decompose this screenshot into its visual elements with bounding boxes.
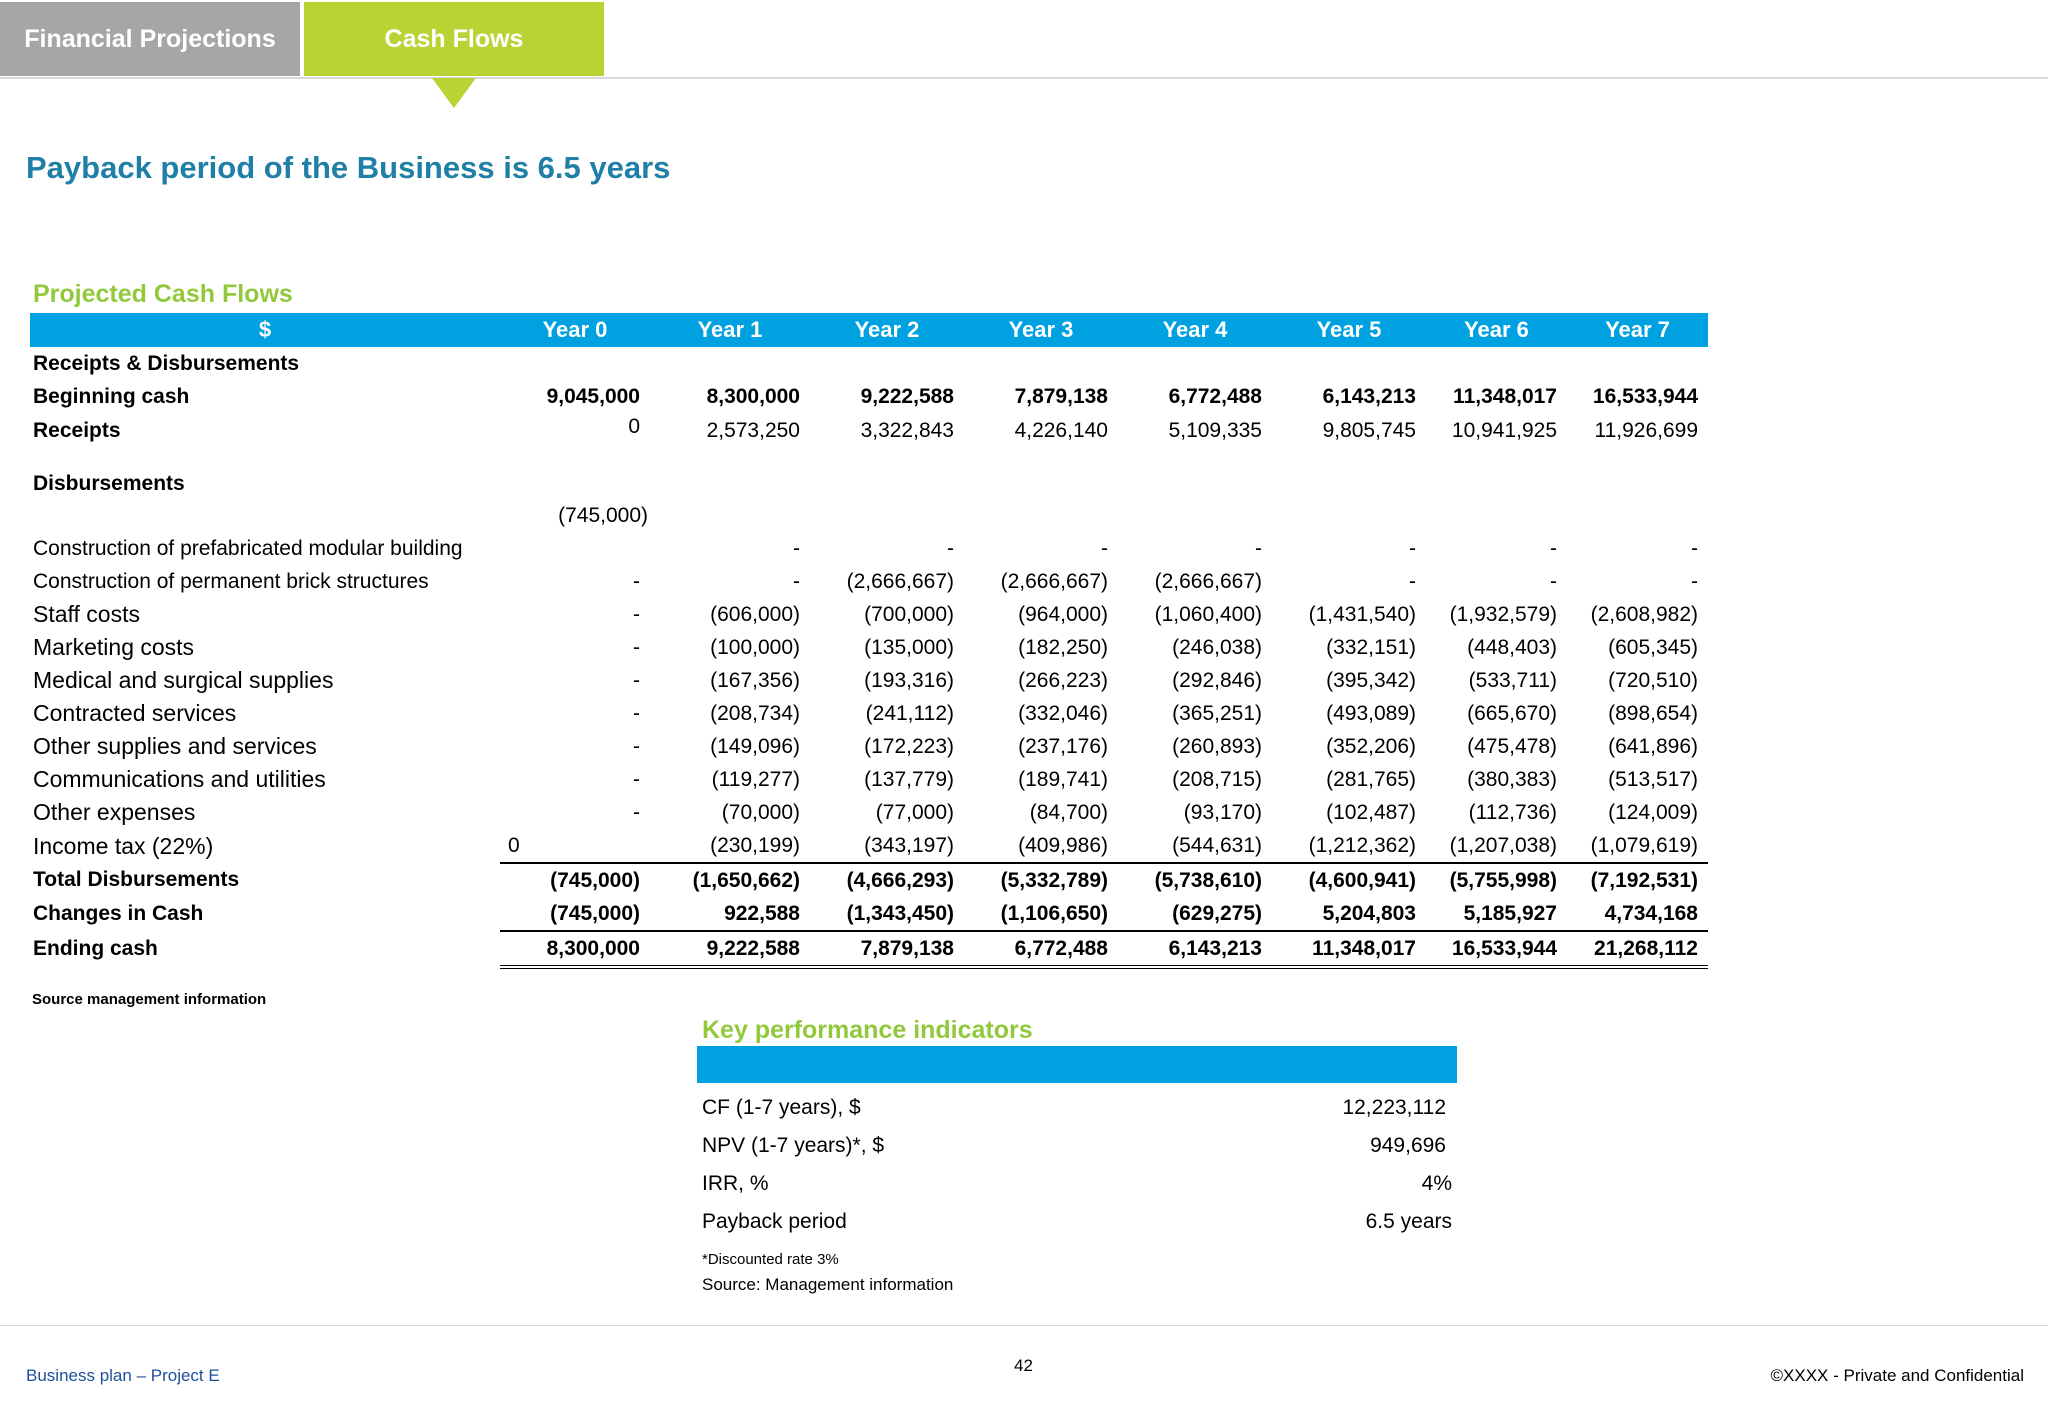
kpi-section-title: Key performance indicators	[702, 1016, 1033, 1044]
kpi-value: 4%	[1421, 1172, 1452, 1195]
table-cell: (5,755,998)	[1426, 863, 1567, 897]
kpi-value: 12,223,112	[1342, 1096, 1446, 1119]
table-cell: (237,176)	[1018, 734, 1108, 758]
table-cell: 5,185,927	[1463, 901, 1557, 925]
table-cell: -	[947, 536, 954, 560]
tab-cash-flows[interactable]: Cash Flows	[304, 2, 604, 76]
table-cell: -	[793, 536, 800, 560]
table-cell: (135,000)	[864, 635, 954, 659]
table-cell: (1,212,362)	[1308, 833, 1416, 857]
table-row	[30, 931, 1708, 967]
cash-flow-section-title: Projected Cash Flows	[33, 280, 293, 308]
table-cell: (230,199)	[710, 833, 800, 857]
table-row	[30, 532, 1708, 565]
header-currency: $	[30, 313, 500, 347]
kpi-footnote: *Discounted rate 3%	[702, 1251, 839, 1268]
table-cell: (246,038)	[1172, 635, 1262, 659]
table-cell: (100,000)	[710, 635, 800, 659]
row-label-marketing: Marketing costs	[33, 634, 195, 660]
table-cell: (365,251)	[1172, 701, 1262, 725]
table-cell	[500, 532, 650, 565]
table-cell: (1,060,400)	[1154, 602, 1262, 626]
table-cell: 9,805,745	[1322, 418, 1416, 442]
table-cell: (1,650,662)	[650, 863, 810, 897]
kpi-table	[697, 1089, 1457, 1241]
table-cell: 7,879,138	[1014, 384, 1108, 408]
cash-flow-source: Source management information	[32, 991, 267, 1008]
table-cell: 7,879,138	[810, 931, 964, 967]
table-row	[30, 796, 1708, 829]
table-cell: (149,096)	[710, 734, 800, 758]
active-tab-pointer-icon	[432, 78, 476, 108]
table-cell: (77,000)	[875, 800, 954, 824]
table-cell: 9,045,000	[546, 384, 640, 408]
row-label-staff: Staff costs	[33, 601, 140, 627]
table-cell: 0	[628, 415, 640, 438]
table-cell: -	[1691, 569, 1698, 593]
table-cell: -	[793, 569, 800, 593]
header-year-5: Year 5	[1272, 313, 1426, 347]
table-cell: -	[633, 635, 640, 659]
footer-document-name: Business plan – Project E	[26, 1366, 220, 1385]
table-cell: (629,275)	[1172, 901, 1262, 925]
table-cell: (260,893)	[1172, 734, 1262, 758]
footer-confidential: ©XXXX - Private and Confidential	[1770, 1366, 2024, 1385]
table-cell: -	[1255, 536, 1262, 560]
table-cell: 9,222,588	[860, 384, 954, 408]
table-row	[30, 897, 1708, 931]
table-cell: 9,222,588	[650, 931, 810, 967]
kpi-label: CF (1-7 years), $	[702, 1096, 861, 1119]
row-label-receipts-disbursements: Receipts & Disbursements	[33, 351, 300, 375]
table-cell: (292,846)	[1172, 668, 1262, 692]
table-cell: 6,143,213	[1322, 384, 1416, 408]
row-label-other-expenses: Other expenses	[33, 799, 196, 825]
kpi-label: Payback period	[702, 1210, 847, 1233]
row-label-total-disbursements: Total Disbursements	[33, 868, 240, 891]
tab-financial-projections[interactable]: Financial Projections	[0, 2, 300, 76]
header-year-1: Year 1	[650, 313, 810, 347]
table-cell: (93,170)	[1183, 800, 1262, 824]
table-cell: (137,779)	[864, 767, 954, 791]
table-cell: (745,000)	[550, 901, 640, 925]
row-label-communications: Communications and utilities	[33, 766, 326, 792]
row-label-receipts: Receipts	[33, 418, 121, 442]
table-cell: (5,738,610)	[1118, 863, 1272, 897]
kpi-row	[697, 1165, 1457, 1203]
header-year-4: Year 4	[1118, 313, 1272, 347]
row-label-changes-in-cash: Changes in Cash	[33, 902, 204, 925]
table-cell: 21,268,112	[1567, 931, 1708, 967]
table-cell: (745,000)	[500, 863, 650, 897]
table-cell: (182,250)	[1018, 635, 1108, 659]
table-row	[30, 413, 1708, 448]
table-cell: 2,573,250	[706, 418, 800, 442]
header-year-6: Year 6	[1426, 313, 1567, 347]
table-cell: (124,009)	[1608, 800, 1698, 824]
table-cell: (281,765)	[1326, 767, 1416, 791]
table-cell: 0	[508, 833, 520, 857]
table-cell: 5,204,803	[1322, 901, 1416, 925]
table-cell: 922,588	[724, 901, 800, 925]
table-cell: 11,348,017	[1453, 384, 1557, 408]
table-cell: (1,343,450)	[846, 901, 954, 925]
table-cell: -	[1101, 536, 1108, 560]
table-cell: (208,715)	[1172, 767, 1262, 791]
table-cell: (409,986)	[1018, 833, 1108, 857]
row-label-brick: Construction of permanent brick structures	[33, 569, 429, 593]
table-row	[30, 829, 1708, 863]
table-cell: 10,941,925	[1451, 418, 1557, 442]
kpi-row	[697, 1203, 1457, 1241]
row-label-ending-cash: Ending cash	[33, 937, 158, 960]
table-cell: -	[633, 767, 640, 791]
table-row	[30, 380, 1708, 413]
row-label-medical: Medical and surgical supplies	[33, 667, 334, 693]
table-cell: -	[1409, 569, 1416, 593]
page-number: 42	[1014, 1356, 1033, 1375]
row-label-income-tax: Income tax (22%)	[33, 832, 214, 859]
table-cell: (380,383)	[1467, 767, 1557, 791]
table-cell: (665,670)	[1467, 701, 1557, 725]
table-cell: (343,197)	[864, 833, 954, 857]
table-cell: -	[633, 602, 640, 626]
table-cell: (208,734)	[710, 701, 800, 725]
table-cell: 6,772,488	[1168, 384, 1262, 408]
table-cell: -	[1691, 536, 1698, 560]
table-cell: -	[1409, 536, 1416, 560]
row-label-other-supplies: Other supplies and services	[33, 733, 317, 759]
table-row	[30, 448, 1708, 500]
table-row	[30, 763, 1708, 796]
table-cell: (70,000)	[721, 800, 800, 824]
table-cell: (533,711)	[1468, 668, 1557, 692]
table-cell: (605,345)	[1608, 635, 1698, 659]
table-cell: (84,700)	[1029, 800, 1108, 824]
table-cell: (544,631)	[1172, 833, 1262, 857]
table-cell: -	[633, 800, 640, 824]
table-cell: (189,741)	[1018, 767, 1108, 791]
table-cell: -	[633, 701, 640, 725]
tab-bar	[0, 0, 2048, 78]
table-cell: (606,000)	[710, 602, 800, 626]
page-title: Payback period of the Business is 6.5 years	[26, 150, 671, 185]
table-row	[30, 730, 1708, 763]
kpi-value: 949,696	[1370, 1134, 1446, 1157]
kpi-source: Source: Management information	[702, 1275, 954, 1294]
table-cell: (448,403)	[1467, 635, 1557, 659]
row-label-contracted: Contracted services	[33, 700, 237, 726]
table-cell: (5,332,789)	[964, 863, 1118, 897]
table-cell: 3,322,843	[860, 418, 954, 442]
table-cell: (1,932,579)	[1449, 602, 1557, 626]
table-cell: (475,478)	[1467, 734, 1557, 758]
table-cell: -	[1550, 536, 1557, 560]
table-row	[30, 863, 1708, 897]
table-cell: (102,487)	[1326, 800, 1416, 824]
table-cell: (2,666,667)	[846, 569, 954, 593]
table-cell: (964,000)	[1018, 602, 1108, 626]
header-year-3: Year 3	[964, 313, 1118, 347]
table-cell: (2,608,982)	[1590, 602, 1698, 626]
table-cell: (641,896)	[1608, 734, 1698, 758]
table-cell: (332,046)	[1018, 701, 1108, 725]
table-row	[30, 598, 1708, 631]
table-cell: -	[1550, 569, 1557, 593]
cash-flow-header-row	[30, 313, 1708, 347]
table-cell: (493,089)	[1326, 701, 1416, 725]
table-cell: 16,533,944	[1426, 931, 1567, 967]
table-cell: (167,356)	[710, 668, 800, 692]
table-cell: (193,316)	[864, 668, 954, 692]
table-cell: 4,226,140	[1014, 418, 1108, 442]
table-cell: (720,510)	[1608, 668, 1698, 692]
table-cell: (2,666,667)	[1154, 569, 1262, 593]
table-row	[30, 631, 1708, 664]
table-cell: (266,223)	[1018, 668, 1108, 692]
table-cell: 8,300,000	[706, 384, 800, 408]
table-cell: (112,736)	[1468, 800, 1557, 824]
table-cell: 8,300,000	[500, 931, 650, 967]
header-year-0: Year 0	[500, 313, 650, 347]
kpi-value: 6.5 years	[1365, 1210, 1452, 1233]
table-cell: (1,431,540)	[1308, 602, 1416, 626]
kpi-label: IRR, %	[702, 1172, 769, 1195]
table-cell: (513,517)	[1608, 767, 1698, 791]
table-cell: 11,348,017	[1272, 931, 1426, 967]
table-cell: (745,000)	[558, 504, 648, 527]
kpi-header-bar	[697, 1046, 1457, 1083]
kpi-row	[697, 1089, 1457, 1127]
table-row	[30, 697, 1708, 730]
tab-divider	[0, 77, 2048, 79]
table-cell: 4,734,168	[1604, 901, 1698, 925]
table-cell: (352,206)	[1326, 734, 1416, 758]
table-cell: (4,666,293)	[810, 863, 964, 897]
table-cell: (700,000)	[864, 602, 954, 626]
table-cell: 6,772,488	[964, 931, 1118, 967]
header-year-7: Year 7	[1567, 313, 1708, 347]
table-row	[30, 500, 1708, 532]
footer-divider	[0, 1325, 2048, 1326]
table-cell: (241,112)	[865, 701, 954, 725]
header-year-2: Year 2	[810, 313, 964, 347]
table-cell: -	[633, 734, 640, 758]
table-cell: (898,654)	[1608, 701, 1698, 725]
table-cell: (172,223)	[864, 734, 954, 758]
table-cell: (395,342)	[1326, 668, 1416, 692]
row-label-beginning-cash: Beginning cash	[33, 384, 190, 408]
table-cell: (1,207,038)	[1449, 833, 1557, 857]
table-cell: 16,533,944	[1592, 384, 1698, 408]
table-cell: (2,666,667)	[1000, 569, 1108, 593]
table-row	[30, 347, 1708, 380]
kpi-row	[697, 1127, 1457, 1165]
row-label-disbursements: Disbursements	[33, 472, 185, 495]
table-cell: (7,192,531)	[1567, 863, 1708, 897]
table-cell: (119,277)	[711, 767, 800, 791]
cash-flow-table	[30, 313, 1708, 969]
table-cell: 6,143,213	[1118, 931, 1272, 967]
table-cell: (1,079,619)	[1590, 833, 1698, 857]
table-cell: -	[633, 569, 640, 593]
row-label-prefab: Construction of prefabricated modular building	[33, 536, 463, 560]
kpi-label: NPV (1-7 years)*, $	[702, 1134, 885, 1157]
table-cell: (332,151)	[1326, 635, 1416, 659]
table-cell: 11,926,699	[1594, 418, 1698, 442]
table-cell: -	[633, 668, 640, 692]
table-cell: 5,109,335	[1168, 418, 1262, 442]
table-cell: (4,600,941)	[1272, 863, 1426, 897]
table-row	[30, 565, 1708, 598]
table-cell: (1,106,650)	[1000, 901, 1108, 925]
table-row	[30, 664, 1708, 697]
